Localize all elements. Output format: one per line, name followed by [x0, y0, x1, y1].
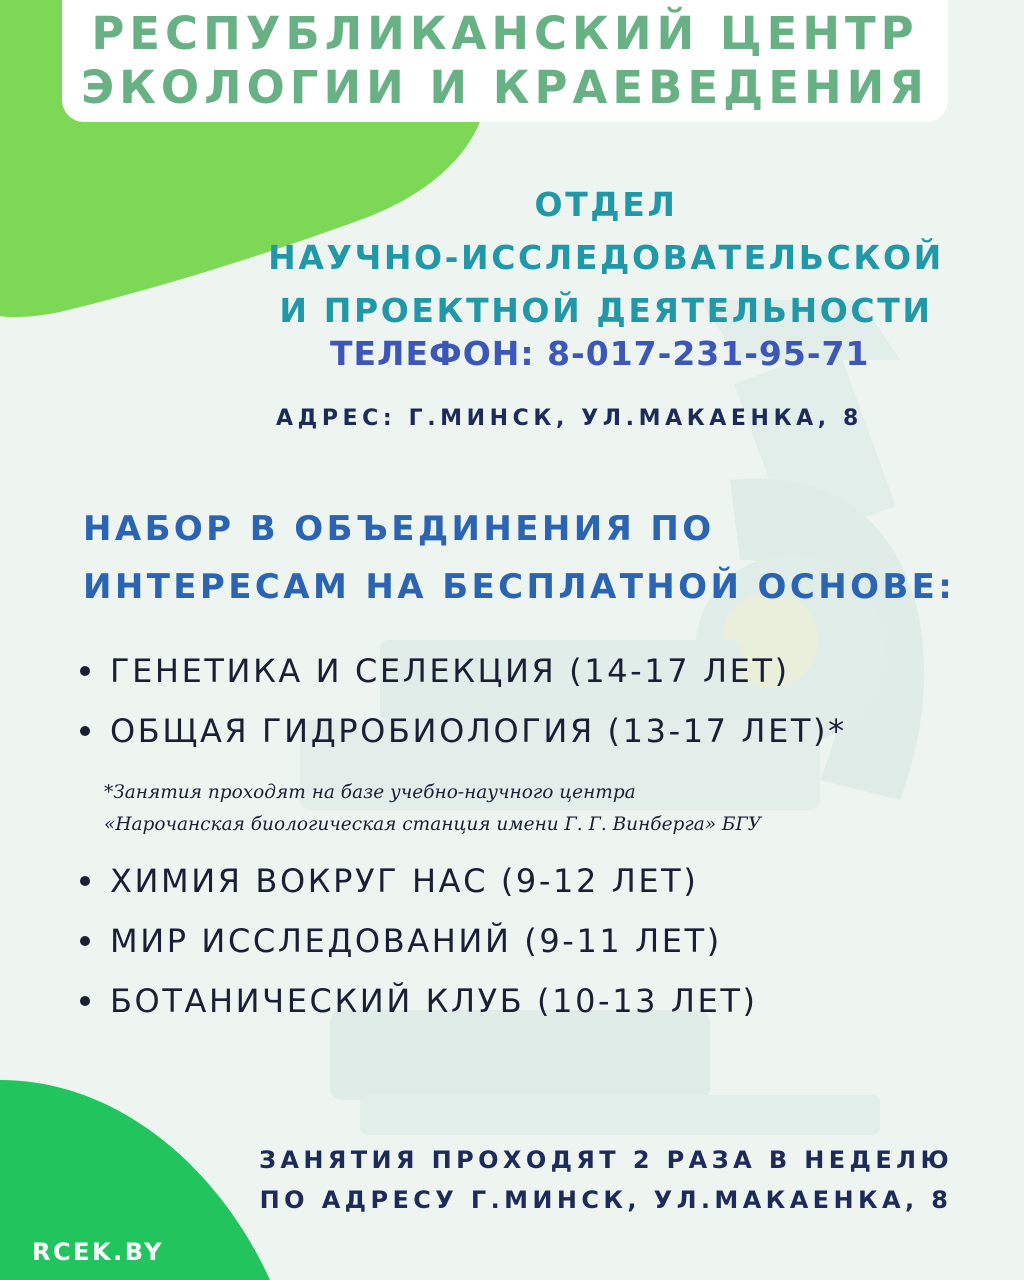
- enrollment-line-1: НАБОР В ОБЪЕДИНЕНИЯ ПО: [83, 509, 715, 549]
- course-label: ОБЩАЯ ГИДРОБИОЛОГИЯ (13-17 ЛЕТ)*: [110, 712, 847, 750]
- footnote: [104, 777, 761, 841]
- title-line-2: ЭКОЛОГИИ И КРАЕВЕДЕНИЯ: [81, 61, 929, 114]
- footnote-line-2: «Нарочанская биологическая станция имени Г. Г. Винберга» БГУ: [104, 814, 762, 835]
- course-label: ХИМИЯ ВОКРУГ НАС (9-12 ЛЕТ): [110, 862, 699, 900]
- bullet-icon: [80, 936, 90, 946]
- schedule-line-2: ПО АДРЕСУ Г.МИНСК, УЛ.МАКАЕНКА, 8: [259, 1186, 953, 1214]
- bullet-icon: [80, 996, 90, 1006]
- schedule-line-1: ЗАНЯТИЯ ПРОХОДЯТ 2 РАЗА В НЕДЕЛЮ: [258, 1146, 954, 1174]
- title-line-1: РЕСПУБЛИКАНСКИЙ ЦЕНТР: [91, 7, 919, 60]
- address: АДРЕС: Г.МИНСК, УЛ.МАКАЕНКА, 8: [276, 406, 863, 431]
- phone-number: ТЕЛЕФОН: 8-017-231-95-71: [330, 334, 870, 373]
- department-heading: [200, 178, 1012, 337]
- department-line-2: НАУЧНО-ИССЛЕДОВАТЕЛЬСКОЙ: [268, 238, 944, 277]
- enrollment-heading: [83, 500, 955, 616]
- course-item: [80, 922, 722, 960]
- header-title-box: [62, 0, 948, 122]
- course-label: МИР ИССЛЕДОВАНИЙ (9-11 ЛЕТ): [110, 922, 722, 960]
- website-link[interactable]: RCEK.BY: [32, 1238, 165, 1266]
- bullet-icon: [80, 876, 90, 886]
- footnote-line-1: *Занятия проходят на базе учебно-научного центра: [104, 782, 636, 803]
- course-item: [80, 712, 847, 750]
- course-item: [80, 982, 758, 1020]
- department-line-1: ОТДЕЛ: [534, 185, 678, 224]
- bullet-icon: [80, 726, 90, 736]
- course-item: [80, 862, 698, 900]
- bullet-icon: [80, 666, 90, 676]
- course-label: БОТАНИЧЕСКИЙ КЛУБ (10-13 ЛЕТ): [110, 982, 758, 1020]
- schedule-info: [200, 1140, 1012, 1220]
- enrollment-line-2: ИНТЕРЕСАМ НА БЕСПЛАТНОЙ ОСНОВЕ:: [83, 567, 956, 607]
- course-label: ГЕНЕТИКА И СЕЛЕКЦИЯ (14-17 ЛЕТ): [110, 652, 790, 690]
- course-item: [80, 652, 790, 690]
- department-line-3: И ПРОЕКТНОЙ ДЕЯТЕЛЬНОСТИ: [279, 291, 933, 330]
